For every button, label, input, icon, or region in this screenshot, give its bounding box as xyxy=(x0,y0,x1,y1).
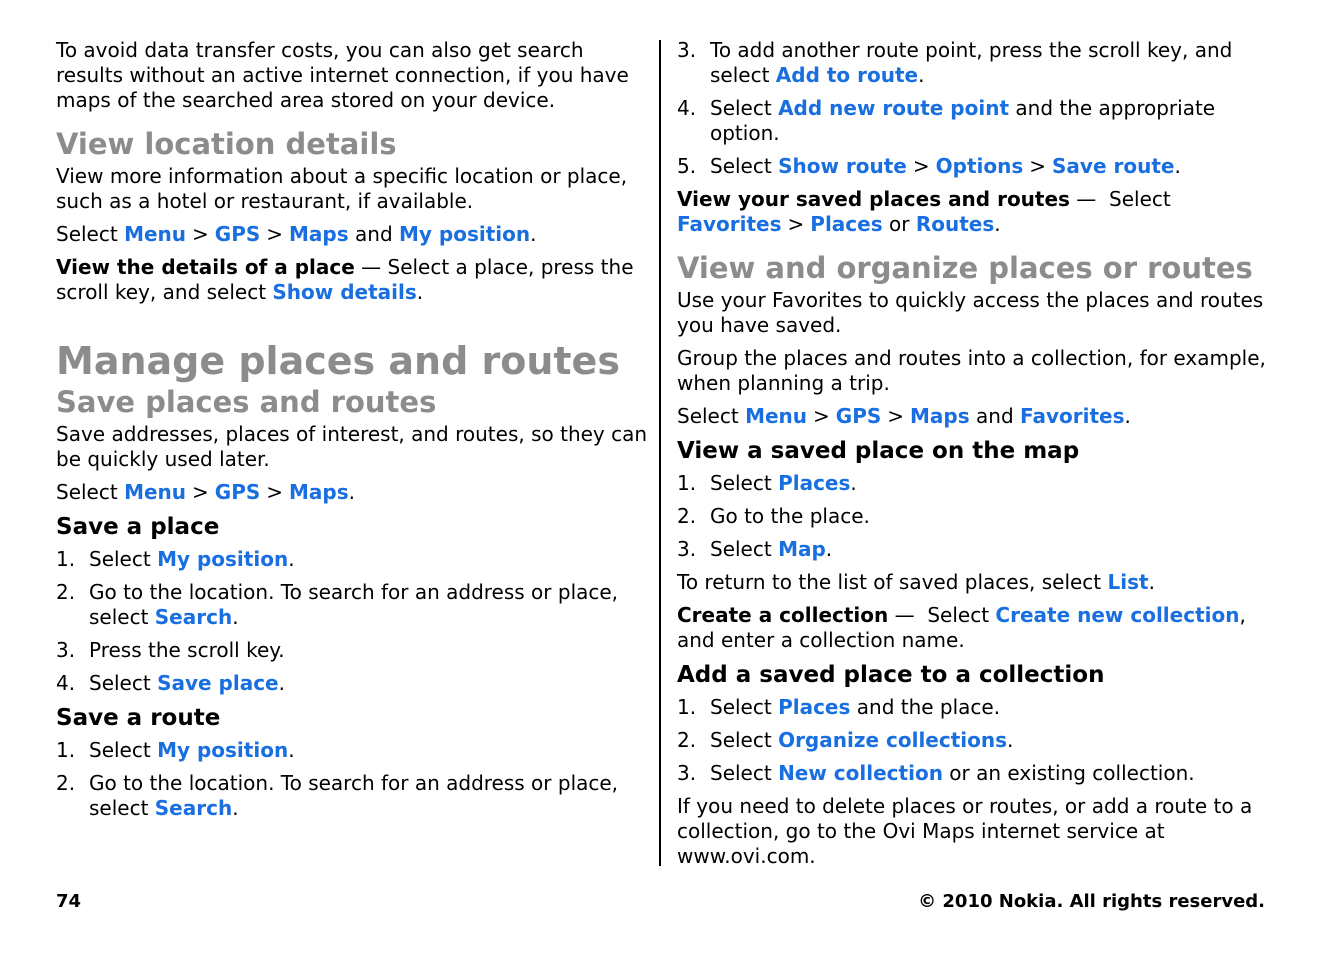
save-route-heading: Save a route xyxy=(56,705,221,731)
list-item: 2. Go to the location. To search for an address or place, select Search. xyxy=(56,771,619,820)
view-saved-steps xyxy=(677,471,1269,562)
list-link[interactable]: List xyxy=(1107,570,1149,594)
options-link[interactable]: Options xyxy=(935,154,1024,178)
save-places-heading: Save places and routes xyxy=(56,385,437,419)
create-collection-term: Create a collection xyxy=(677,603,889,627)
my-position-link[interactable]: My position xyxy=(157,547,289,571)
my-position-link[interactable]: My position xyxy=(157,738,289,762)
show-route-link[interactable]: Show route xyxy=(778,154,907,178)
show-details-link[interactable]: Show details xyxy=(272,280,417,304)
map-link[interactable]: Map xyxy=(778,537,826,561)
menu-link[interactable]: Menu xyxy=(124,222,187,246)
list-item: 1. Select My position. xyxy=(56,738,295,762)
view-details-paragraph: View the details of a place — Select a place, press the scroll key, and select Show details. xyxy=(56,255,634,304)
list-item: 1. Select Places and the place. xyxy=(677,695,1001,719)
organize-heading: View and organize places or routes xyxy=(677,251,1253,285)
view-details-term: View the details of a place xyxy=(56,255,355,279)
save-places-select-path: Select Menu > GPS > Maps. xyxy=(56,480,356,504)
list-item: 3. Select New collection or an existing collection. xyxy=(677,761,1195,785)
list-item: 1. Select My position. xyxy=(56,547,295,571)
save-place-link[interactable]: Save place xyxy=(157,671,279,695)
copyright-notice: © 2010 Nokia. All rights reserved. xyxy=(918,891,1265,912)
view-location-select-path: Select Menu > GPS > Maps and My position. xyxy=(56,222,537,246)
save-place-heading: Save a place xyxy=(56,514,220,540)
routes-link[interactable]: Routes xyxy=(915,212,995,236)
list-item: 3. Press the scroll key. xyxy=(56,638,285,662)
page-title: Manage places and routes xyxy=(56,339,620,383)
add-saved-heading: Add a saved place to a collection xyxy=(677,662,1105,688)
list-item: 3. Select Map. xyxy=(677,537,833,561)
menu-link[interactable]: Menu xyxy=(745,404,808,428)
maps-link[interactable]: Maps xyxy=(289,480,349,504)
closing-paragraph: If you need to delete places or routes, or add a route to a collection, go to the Ovi Maps internet service at www.ovi.com. xyxy=(677,794,1253,868)
list-item: 2. Select Organize collections. xyxy=(677,728,1014,752)
list-item: 1. Select Places. xyxy=(677,471,857,495)
menu-link[interactable]: Menu xyxy=(124,480,187,504)
right-column xyxy=(677,38,1269,877)
view-saved-heading: View a saved place on the map xyxy=(677,438,1080,464)
places-link[interactable]: Places xyxy=(778,695,851,719)
list-item: 2. Go to the place. xyxy=(677,504,870,528)
gps-link[interactable]: GPS xyxy=(214,480,261,504)
search-link[interactable]: Search xyxy=(154,605,233,629)
new-collection-link[interactable]: New collection xyxy=(778,761,943,785)
add-to-route-link[interactable]: Add to route xyxy=(775,63,919,87)
save-route-link[interactable]: Save route xyxy=(1052,154,1175,178)
page-number: 74 xyxy=(56,891,82,912)
add-saved-steps xyxy=(677,695,1269,786)
favorites-link[interactable]: Favorites xyxy=(1020,404,1125,428)
list-item: 2. Go to the location. To search for an address or place, select Search. xyxy=(56,580,619,629)
list-item: 3. To add another route point, press the scroll key, and select Add to route. xyxy=(677,38,1233,87)
my-position-link[interactable]: My position xyxy=(399,222,531,246)
search-link[interactable]: Search xyxy=(154,796,233,820)
view-saved-paragraph: View your saved places and routes — Select Favorites > Places or Routes. xyxy=(677,187,1171,236)
save-places-desc: Save addresses, places of interest, and routes, so they can be quickly used later. xyxy=(56,422,648,471)
view-location-heading: View location details xyxy=(56,127,397,161)
favorites-link[interactable]: Favorites xyxy=(677,212,782,236)
organize-p2: Group the places and routes into a collection, for example, when planning a trip. xyxy=(677,346,1266,395)
organize-collections-link[interactable]: Organize collections xyxy=(778,728,1008,752)
intro-paragraph: To avoid data transfer costs, you can also get search results without an active internet connection, if you have maps of the searched area stored on your device. xyxy=(56,38,629,112)
list-item: 4. Select Add new route point and the appropriate option. xyxy=(677,96,1216,145)
gps-link[interactable]: GPS xyxy=(835,404,882,428)
return-paragraph: To return to the list of saved places, select List. xyxy=(677,570,1155,594)
create-new-collection-link[interactable]: Create new collection xyxy=(995,603,1240,627)
column-divider xyxy=(659,40,661,866)
maps-link[interactable]: Maps xyxy=(910,404,970,428)
gps-link[interactable]: GPS xyxy=(214,222,261,246)
save-route-steps xyxy=(56,738,648,821)
organize-p1: Use your Favorites to quickly access the places and routes you have saved. xyxy=(677,288,1264,337)
view-saved-term: View your saved places and routes xyxy=(677,187,1070,211)
list-item: 4. Select Save place. xyxy=(56,671,285,695)
places-link[interactable]: Places xyxy=(810,212,883,236)
create-collection-paragraph: Create a collection — Select Create new collection, and enter a collection name. xyxy=(677,603,1246,652)
left-column xyxy=(56,38,648,829)
view-location-desc: View more information about a specific location or place, such as a hotel or restaurant, if available. xyxy=(56,164,628,213)
save-place-steps xyxy=(56,547,648,696)
places-link[interactable]: Places xyxy=(778,471,851,495)
maps-link[interactable]: Maps xyxy=(289,222,349,246)
list-item: 5. Select Show route > Options > Save route. xyxy=(677,154,1181,178)
organize-select-path: Select Menu > GPS > Maps and Favorites. xyxy=(677,404,1131,428)
save-route-steps-continued xyxy=(677,38,1269,179)
add-new-route-point-link[interactable]: Add new route point xyxy=(778,96,1010,120)
